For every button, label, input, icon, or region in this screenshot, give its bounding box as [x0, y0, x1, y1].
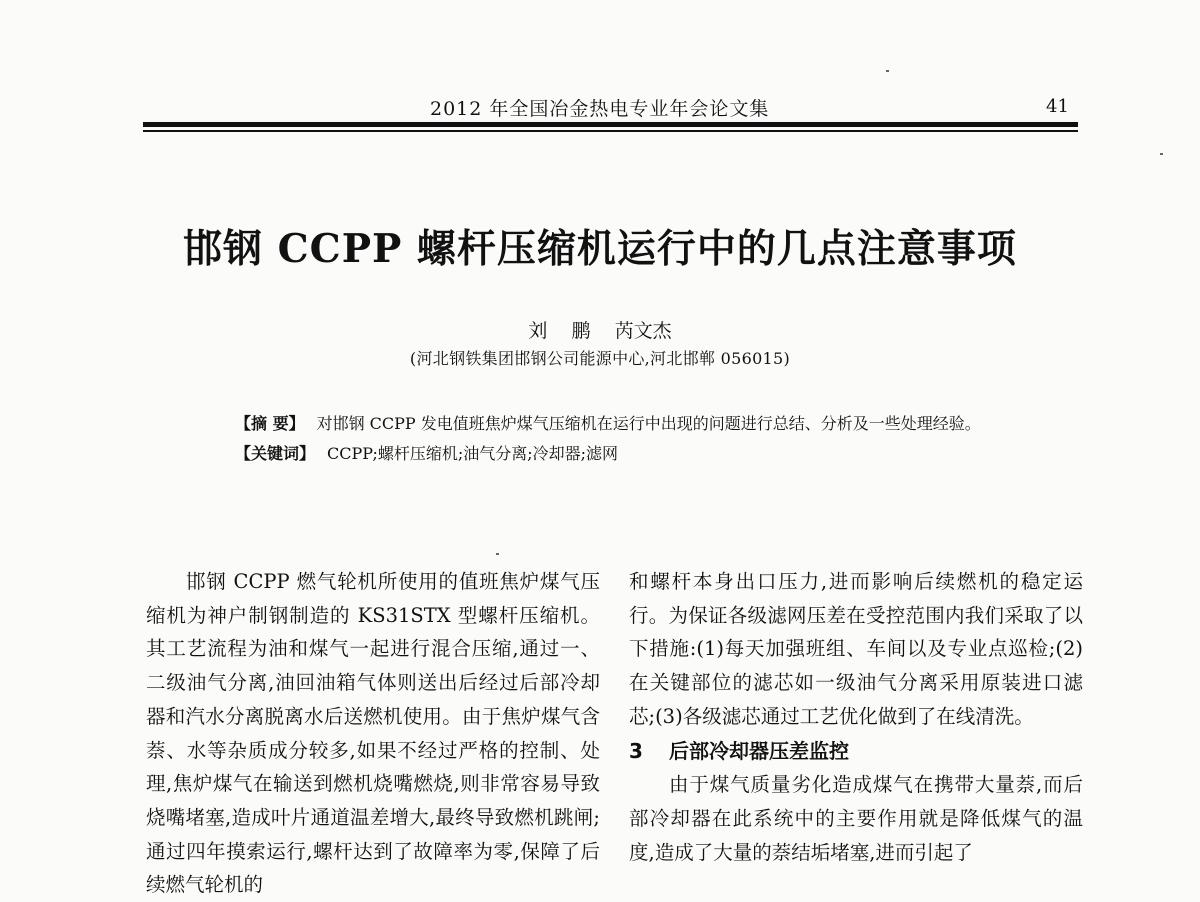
abstract-text: 对邯钢 CCPP 发电值班焦炉煤气压缩机在运行中出现的问题进行总结、分析及一些处理经验。 [316, 414, 981, 433]
section-number: 3 [629, 738, 643, 763]
running-head: 2012 年全国冶金热电专业年会论文集 [430, 98, 770, 120]
paper-affiliation: (河北钢铁集团邯钢公司能源中心,河北邯郸 056015) [409, 349, 791, 368]
body-left-column [146, 565, 600, 902]
scan-speck [496, 553, 499, 555]
abstract-block [207, 409, 1037, 469]
scan-speck [886, 70, 889, 72]
section-heading [629, 735, 1083, 769]
keywords-label: 【关键词】 [235, 444, 316, 463]
paper-title: 邯钢 CCPP 螺杆压缩机运行中的几点注意事项 [183, 226, 1017, 272]
abstract-paragraph [207, 409, 1037, 439]
abstract-label: 【摘 要】 [235, 414, 305, 433]
body-paragraph: 邯钢 CCPP 燃气轮机所使用的值班焦炉煤气压缩机为神户制钢制造的 KS31STX 型螺杆压缩机。其工艺流程为油和煤气一起进行混合压缩,通过一、二级油气分离,油回油箱气体则送出后经过后部冷却器和汽水分离脱离水后送燃机使用。由于焦炉煤气含萘、水等杂质成分较多,如果不经过严格的控制、处理,焦炉煤气在输送到燃机烧嘴燃烧,则非常容易导致烧嘴堵塞,造成叶片通道温差增大,最终导致燃机跳闸;通过四年摸索运行,螺杆达到了故障率为零,保障了后续燃气轮机的 [146, 570, 600, 897]
keywords-text: CCPP;螺杆压缩机;油气分离;冷却器;滤网 [327, 444, 619, 463]
header-rule-thick [143, 122, 1078, 127]
body-right-column [629, 565, 1083, 869]
paper-authors: 刘 鹏 芮文杰 [528, 320, 672, 342]
body-paragraph: 和螺杆本身出口压力,进而影响后续燃机的稳定运行。为保证各级滤网压差在受控范围内我们采取了以下措施:(1)每天加强班组、车间以及专业点巡检;(2)在关键部位的滤芯如一级油气分离采用原装进口滤芯;(3)各级滤芯通过工艺优化做到了在线清洗。 [629, 570, 1083, 728]
page-number: 41 [1046, 96, 1069, 117]
scan-speck [1160, 153, 1163, 155]
section-title: 后部冷却器压差监控 [669, 738, 849, 763]
keywords-line [207, 439, 1037, 469]
header-rule-thin [143, 130, 1078, 132]
body-paragraph: 由于煤气质量劣化造成煤气在携带大量萘,而后部冷却器在此系统中的主要作用就是降低煤气的温度,造成了大量的萘结垢堵塞,进而引起了 [629, 773, 1083, 864]
